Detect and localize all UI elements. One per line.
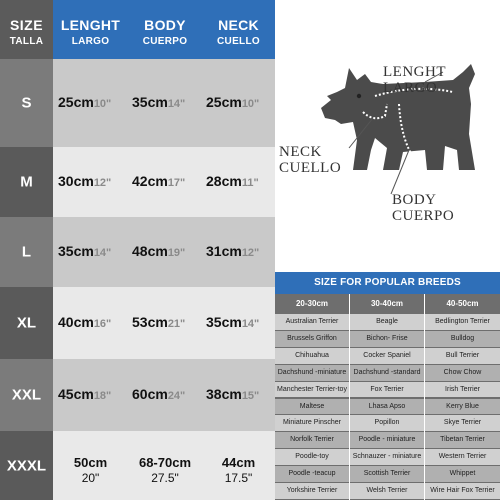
breed-item: Norfolk Terrier (275, 432, 349, 448)
body-value: 53cm21" (132, 314, 186, 330)
size-cell (0, 431, 53, 500)
body-value: 42cm17" (132, 173, 186, 189)
length-value: 40cm16" (58, 314, 112, 330)
table-row (53, 431, 275, 500)
body-value: 48cm19" (132, 243, 186, 259)
breed-item: Popillon (350, 415, 424, 431)
breed-item: Australian Terrier (275, 314, 349, 330)
scottie-dog-icon (275, 0, 500, 270)
size-cell (0, 217, 53, 287)
length-column-header (53, 0, 128, 59)
breed-item: Maltese (275, 399, 349, 415)
breed-item: Bull Terrier (425, 348, 500, 364)
body-value: 68-70cm 27.5" (138, 455, 192, 485)
breed-item: Poodle -teacup (275, 466, 349, 482)
measurement-diagram (275, 0, 500, 270)
size-header-label: SIZE (9, 17, 44, 33)
breed-item: Scottish Terrier (350, 466, 424, 482)
table-row (53, 59, 275, 147)
body-header-label: BODY (144, 17, 186, 33)
breed-item: Dachshund -standard (350, 365, 424, 381)
breed-item: Western Terrier (425, 449, 500, 465)
length-value: 30cm12" (58, 173, 112, 189)
table-row (53, 217, 275, 287)
breed-item: Irish Terrier (425, 382, 500, 398)
breed-range-label: 30-40cm (370, 299, 404, 308)
neck-header-label: NECK (218, 17, 259, 33)
table-row (53, 287, 275, 359)
breed-item: Welsh Terrier (350, 483, 424, 499)
length-value: 25cm10" (58, 94, 112, 110)
breed-item: Yorkshire Terrier (275, 483, 349, 499)
size-cell (0, 287, 53, 359)
breed-size-table (275, 272, 500, 500)
body-label: BODY CUERPO (392, 192, 455, 224)
breed-column (350, 294, 424, 500)
breed-item: Whippet (425, 466, 500, 482)
breed-item: Dachshund -miniature (275, 365, 349, 381)
breed-item: Manchester Terrier-toy (275, 382, 349, 398)
size-label: XXXL (6, 457, 47, 474)
breed-item: Chow Chow (425, 365, 500, 381)
breed-item: Kerry Blue (425, 399, 500, 415)
breed-item: Bulldog (425, 331, 500, 347)
breed-item: Wire Hair Fox Terrier (425, 483, 500, 499)
size-label: XL (16, 314, 37, 332)
breed-item: Skye Terrier (425, 415, 500, 431)
breeds-title: SIZE FOR POPULAR BREEDS (275, 272, 500, 294)
length-label: LENGHT LARGO (383, 64, 446, 96)
size-header-label-es: TALLA (9, 36, 44, 47)
length-value: 35cm14" (58, 243, 112, 259)
length-value: 45cm18" (58, 386, 112, 402)
size-label: M (20, 173, 33, 191)
table-row (53, 359, 275, 431)
length-header-label: LENGHT (60, 17, 121, 33)
length-value: 50cm 20" (73, 455, 108, 485)
neck-value: 31cm12" (206, 243, 260, 259)
breed-item: Tibetan Terrier (425, 432, 500, 448)
breed-column (425, 294, 500, 500)
size-label: L (21, 243, 32, 261)
size-column-header (0, 0, 53, 59)
breed-column (275, 294, 349, 500)
breed-item: Bichon- Frise (350, 331, 424, 347)
breed-item: Beagle (350, 314, 424, 330)
neck-value: 28cm11" (206, 173, 259, 189)
breed-item: Brussels Griffon (275, 331, 349, 347)
neck-label: NECK CUELLO (279, 144, 342, 176)
breed-item: Miniature Pinscher (275, 415, 349, 431)
breed-range-label: 20-30cm (295, 299, 329, 308)
body-column-header (128, 0, 202, 59)
length-header-label-es: LARGO (71, 36, 110, 47)
neck-header-label-es: CUELLO (217, 36, 260, 47)
neck-value: 35cm14" (206, 314, 260, 330)
neck-column-header (202, 0, 275, 59)
size-cell (0, 59, 53, 147)
breed-item: Lhasa Apso (350, 399, 424, 415)
body-value: 35cm14" (132, 94, 186, 110)
breed-item: Fox Terrier (350, 382, 424, 398)
breed-item: Schnauzer - miniature (350, 449, 424, 465)
breed-item: Chihuahua (275, 348, 349, 364)
body-header-label-es: CUERPO (142, 36, 188, 47)
body-value: 60cm24" (132, 386, 186, 402)
neck-value: 25cm10" (206, 94, 260, 110)
breed-item: Poodle - miniature (350, 432, 424, 448)
size-label: S (21, 94, 32, 112)
neck-value: 38cm15" (206, 386, 260, 402)
size-label: XXL (11, 386, 42, 404)
breed-item: Cocker Spaniel (350, 348, 424, 364)
breed-item: Bedlington Terrier (425, 314, 500, 330)
size-cell (0, 359, 53, 431)
breed-item: Poodle-toy (275, 449, 349, 465)
breed-range-label: 40-50cm (446, 299, 479, 308)
table-row (53, 147, 275, 217)
size-cell (0, 147, 53, 217)
neck-value: 44cm 17.5" (221, 455, 256, 485)
